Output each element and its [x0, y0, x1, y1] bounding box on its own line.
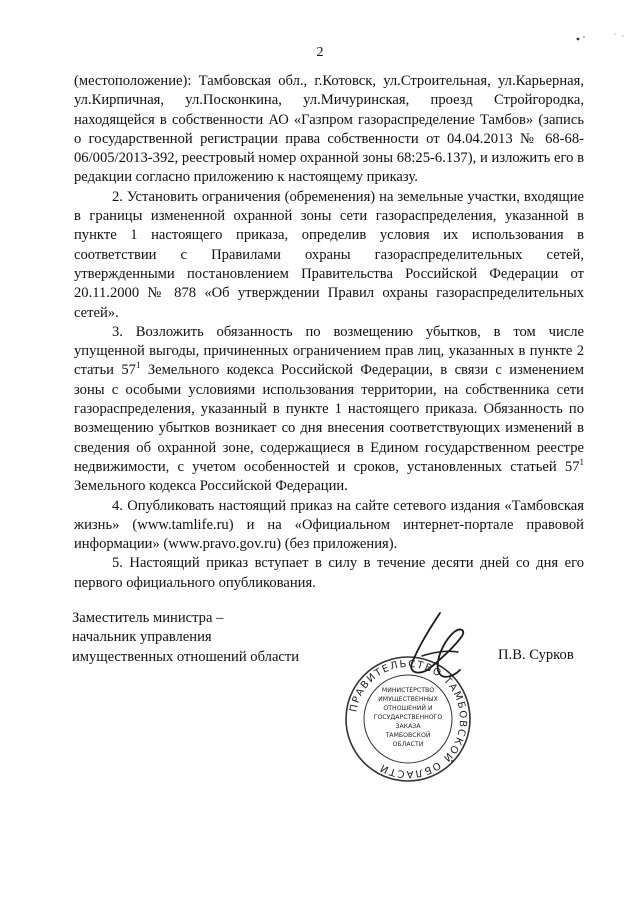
- signer-position-line-1: Заместитель министра –: [72, 610, 224, 626]
- stamp-ring-text: ПРАВИТЕЛЬСТВО ТАМБОВСКОЙ ОБЛАСТИ: [348, 658, 469, 780]
- stamp-line: ОБЛАСТИ: [392, 741, 424, 748]
- document-body: [74, 72, 584, 593]
- paragraph-3-text-a: 3. Возложить обязанность по возмещению убытков, в том числе упущенной выгоды, причиненных ограничением прав лиц, указанных в пункте 2 статьи 57: [74, 323, 584, 379]
- paragraph-2: 2. Установить ограничения (обременения) на земельные участки, входящие в границы измененной охранной зоны сети газораспределения, указанной в пункте 1 настоящего приказа, определив условия их использования в соответствии с Правилами охраны газораспределительных сетей, утвержденными постановлением Правительства Российской Федерации от 20.11.2000 № 878 «Об утверждении Правил охраны газораспределительных сетей».: [74, 188, 584, 321]
- paragraph-3: [74, 323, 584, 497]
- paragraph-3-text-b: Земельного кодекса Российской Федерации, в связи с изменением зоны с особыми условиями использования территории, на собственника сети газораспределения, указанный в пункте 1 настоящего приказа. Обязанность по возмещению убытков возникает со дня внесения соответствующих изменений в сведения об охранной зоне, содержащиеся в Едином государственном реестре недвижимости, с учетом особенностей и сроков, установленных статьей 57: [74, 362, 584, 475]
- paragraph-1-continuation: (местоположение): Тамбовская обл., г.Котовск, ул.Строительная, ул.Карьерная, ул.Кирпичная, ул.Посконкина, ул.Мичуринская, проезд Стройгородка, находящейся в собственности АО «Газпром газораспределение Тамбов» (запись о государственной регистрации права собственности от 04.04.2013 № 68-68-06/005/2013-392, реестровый номер охранной зоны 68:25-6.137), и изложить его в редакции согласно приложению к настоящему приказу.: [74, 73, 584, 186]
- superscript-2: 1: [579, 457, 584, 468]
- signer-position-line-2: начальник управления: [72, 629, 212, 646]
- stamp-line: ГОСУДАРСТВЕННОГО: [373, 714, 443, 721]
- stamp-center-text: [374, 687, 443, 748]
- stamp-line: ИМУЩЕСТВЕННЫХ: [378, 696, 438, 703]
- handwritten-signature: [400, 608, 480, 688]
- signer-name: П.В. Сурков: [498, 647, 574, 663]
- signer-position-line-3: имущественных отношений области: [72, 648, 300, 665]
- paragraph-3-text-c: Земельного кодекса Российской Федерации.: [74, 478, 348, 495]
- page-number: 2: [316, 45, 324, 60]
- stamp-line: ЗАКАЗА: [395, 723, 421, 730]
- stamp-line: МИНИСТЕРСТВО: [381, 687, 435, 694]
- paragraph-5: 5. Настоящий приказ вступает в силу в течение десяти дней со дня его первого официального опубликования.: [74, 555, 584, 591]
- scan-artifacts: [560, 28, 630, 48]
- stamp-line: ТАМБОВСКОЙ: [385, 732, 431, 739]
- signer-position: [72, 609, 299, 667]
- superscript-1: 1: [135, 360, 141, 371]
- paragraph-4: 4. Опубликовать настоящий приказ на сайте сетевого издания «Тамбовская жизнь» (www.tamlife.ru) и на «Официальном интернет-портале правовой информации» (www.pravo.gov.ru) (без приложения).: [74, 497, 584, 553]
- stamp-line: ОТНОШЕНИЙ И: [383, 705, 433, 712]
